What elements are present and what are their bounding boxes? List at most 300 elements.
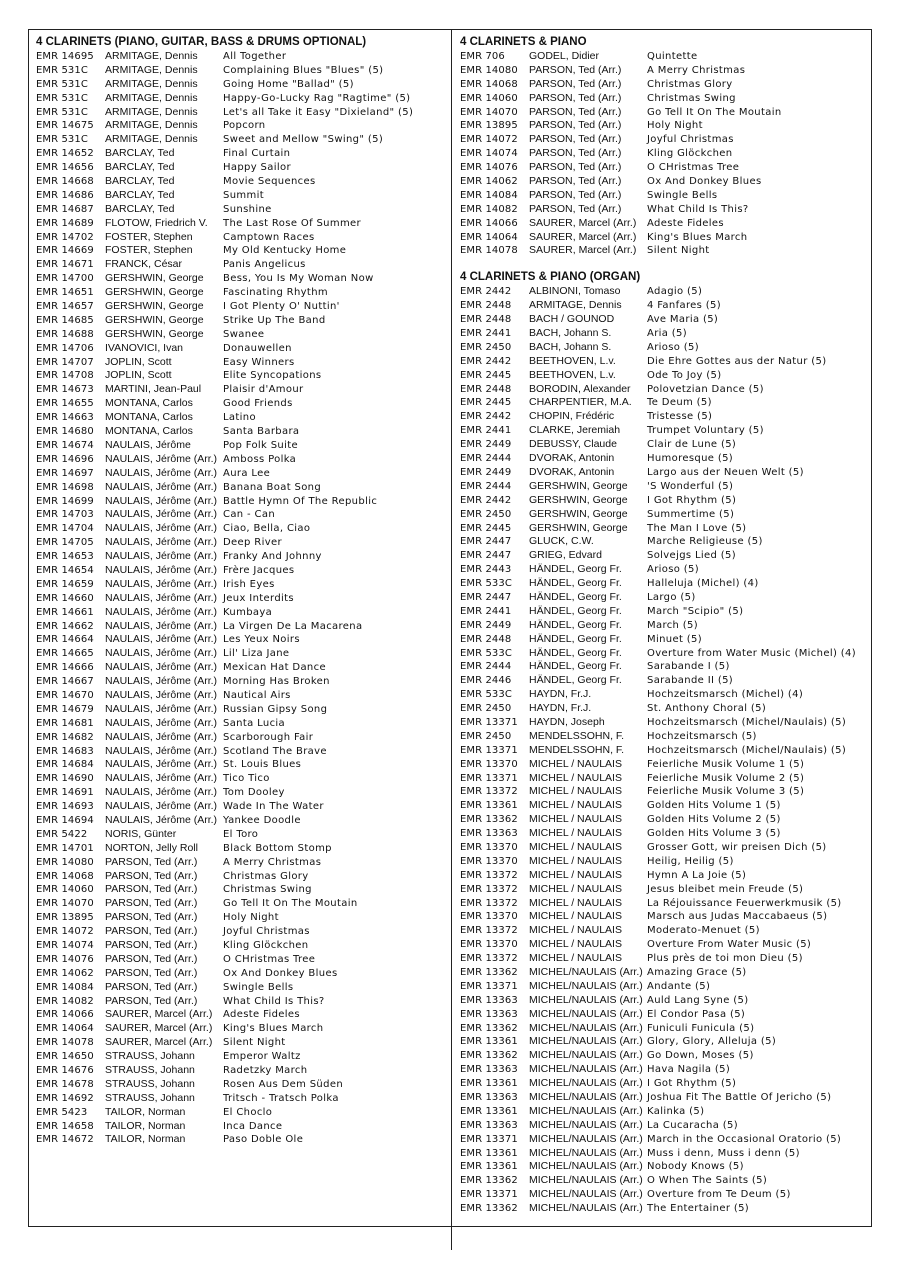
catalog-row [36, 981, 446, 995]
catalog-number: EMR 13371 [460, 772, 518, 784]
catalog-number: EMR 14684 [36, 759, 94, 771]
catalog-number: EMR 2447 [460, 550, 512, 562]
composer-name: MENDELSSOHN, F. [529, 729, 625, 742]
work-title: Go Tell It On The Moutain [647, 106, 782, 118]
catalog-row [460, 1188, 870, 1202]
catalog-row [36, 106, 446, 120]
composer-name: MICHEL/NAULAIS (Arr.) [529, 1132, 643, 1145]
catalog-row [460, 813, 870, 827]
catalog-row [460, 424, 870, 438]
composer-name: NAULAIS, Jérôme (Arr.) [105, 508, 218, 521]
catalog-number: EMR 13363 [460, 1092, 518, 1104]
catalog-row [460, 938, 870, 952]
composer-name: MICHEL/NAULAIS (Arr.) [529, 979, 643, 992]
catalog-number: EMR 2442 [460, 494, 512, 506]
work-title: The Entertainer (5) [647, 1203, 750, 1215]
catalog-row [460, 466, 870, 480]
work-title: Aura Lee [223, 467, 271, 479]
catalog-row [460, 217, 870, 231]
catalog-number: EMR 2444 [460, 661, 512, 673]
work-title: Kalinka (5) [647, 1105, 705, 1117]
composer-name: NAULAIS, Jérôme (Arr.) [105, 522, 218, 535]
catalog-number: EMR 2449 [460, 466, 512, 478]
work-title: O CHristmas Tree [223, 953, 316, 965]
catalog-row [460, 605, 870, 619]
catalog-row [460, 1035, 870, 1049]
work-title: Movie Sequences [223, 176, 316, 188]
catalog-number: EMR 13370 [460, 911, 518, 923]
composer-name: IVANOVICI, Ivan [105, 341, 183, 354]
catalog-number: EMR 13361 [460, 1105, 518, 1117]
composer-name: DVORAK, Antonin [529, 452, 615, 465]
work-title: What Child Is This? [647, 203, 749, 215]
work-title: What Child Is This? [223, 995, 325, 1007]
composer-name: NAULAIS, Jérôme (Arr.) [105, 716, 218, 729]
catalog-row [460, 966, 870, 980]
composer-name: BARCLAY, Ted [105, 147, 175, 160]
catalog-number: EMR 14080 [460, 64, 518, 76]
catalog-row [36, 397, 446, 411]
work-title: Muss i denn, Muss i denn (5) [647, 1147, 800, 1159]
catalog-row [460, 147, 870, 161]
catalog-row [36, 883, 446, 897]
catalog-number: EMR 2448 [460, 633, 512, 645]
composer-name: NAULAIS, Jérôme (Arr.) [105, 661, 218, 674]
work-title: Nautical Airs [223, 689, 291, 701]
catalog-number: EMR 14082 [460, 203, 518, 215]
catalog-row [36, 1008, 446, 1022]
catalog-number: EMR 14702 [36, 231, 94, 243]
catalog-row [36, 1022, 446, 1036]
catalog-number: EMR 13370 [460, 758, 518, 770]
work-title: Final Curtain [223, 148, 291, 160]
catalog-number: EMR 14661 [36, 606, 94, 618]
composer-name: CHARPENTIER, M.A. [529, 396, 632, 409]
work-title: Feierliche Musik Volume 1 (5) [647, 758, 805, 770]
catalog-row [460, 299, 870, 313]
composer-name: GERSHWIN, George [105, 327, 204, 340]
work-title: Sunshine [223, 203, 272, 215]
composer-name: MARTINI, Jean-Paul [105, 383, 202, 396]
catalog-number: EMR 14070 [36, 898, 94, 910]
composer-name: GODEL, Didier [529, 50, 600, 62]
catalog-number: EMR 14669 [36, 245, 94, 257]
composer-name: MICHEL/NAULAIS (Arr.) [529, 966, 643, 978]
work-title: Morning Has Broken [223, 676, 330, 688]
work-title: Lil' Liza Jane [223, 648, 290, 660]
work-title: Holy Night [647, 120, 703, 132]
catalog-number: EMR 14080 [36, 856, 94, 868]
work-title: St. Anthony Choral (5) [647, 703, 767, 715]
catalog-number: EMR 2444 [460, 453, 512, 465]
composer-name: MICHEL / NAULAIS [529, 771, 622, 784]
catalog-row [36, 620, 446, 634]
composer-name: PARSON, Ted (Arr.) [529, 202, 622, 215]
catalog-row [36, 592, 446, 606]
composer-name: PARSON, Ted (Arr.) [529, 119, 622, 132]
work-title: Polovetzian Dance (5) [647, 383, 764, 395]
work-title: La Cucaracha (5) [647, 1119, 738, 1131]
work-title: Ave Maria (5) [647, 314, 719, 326]
composer-name: BACH / GOUNOD [529, 313, 615, 326]
catalog-row [36, 606, 446, 620]
work-title: Arioso (5) [647, 341, 700, 353]
composer-name: ARMITAGE, Dennis [105, 63, 198, 76]
composer-name: MICHEL / NAULAIS [529, 813, 622, 826]
composer-name: PARSON, Ted (Arr.) [529, 161, 622, 174]
composer-name: NORIS, Günter [105, 827, 177, 840]
catalog-number: EMR 14695 [36, 51, 94, 62]
composer-name: NAULAIS, Jérôme (Arr.) [105, 675, 218, 688]
composer-name: TAILOR, Norman [105, 1105, 186, 1118]
catalog-number: EMR 14693 [36, 801, 94, 813]
catalog-number: EMR 13361 [460, 1078, 518, 1090]
composer-name: MICHEL/NAULAIS (Arr.) [529, 1160, 643, 1173]
catalog-row [36, 175, 446, 189]
work-title: Ciao, Bella, Ciao [223, 523, 311, 535]
catalog-number: EMR 13363 [460, 994, 518, 1006]
composer-name: ARMITAGE, Dennis [105, 50, 198, 62]
composer-name: MICHEL / NAULAIS [529, 827, 622, 840]
composer-name: BARCLAY, Ted [105, 161, 175, 174]
catalog-row [36, 870, 446, 884]
work-title: Rosen Aus Dem Süden [223, 1078, 344, 1090]
catalog-number: EMR 13363 [460, 1064, 518, 1076]
catalog-number: EMR 531C [36, 78, 88, 90]
composer-name: PARSON, Ted (Arr.) [105, 897, 198, 910]
catalog-row [460, 1174, 870, 1188]
work-title: Popcorn [223, 120, 266, 132]
composer-name: MICHEL/NAULAIS (Arr.) [529, 1188, 643, 1201]
catalog-row [36, 911, 446, 925]
catalog-row [36, 50, 446, 64]
work-title: Holy Night [223, 912, 279, 924]
work-title: March (5) [647, 619, 698, 631]
catalog-number: EMR 2447 [460, 591, 512, 603]
work-title: Te Deum (5) [647, 397, 712, 409]
catalog-row [460, 64, 870, 78]
composer-name: GERSHWIN, George [105, 272, 204, 285]
catalog-row [36, 633, 446, 647]
composer-name: BARCLAY, Ted [105, 188, 175, 201]
catalog-row [36, 231, 446, 245]
work-title: O CHristmas Tree [647, 162, 740, 174]
composer-name: PARSON, Ted (Arr.) [529, 133, 622, 146]
composer-name: JOPLIN, Scott [105, 355, 172, 368]
work-title: Hochzeitsmarsch (Michel/Naulais) (5) [647, 716, 847, 728]
catalog-number: EMR 14658 [36, 1120, 94, 1132]
catalog-number: EMR 13361 [460, 800, 518, 812]
catalog-row [460, 1160, 870, 1174]
composer-name: NAULAIS, Jérôme (Arr.) [105, 563, 218, 576]
catalog-row [36, 939, 446, 953]
catalog-row [36, 189, 446, 203]
work-title: I Got Plenty O' Nuttin' [223, 301, 340, 313]
catalog-row [36, 536, 446, 550]
section-title-4-clarinets-optional: 4 CLARINETS (PIANO, GUITAR, BASS & DRUMS OPTIONAL) [36, 36, 367, 48]
catalog-number: EMR 13372 [460, 883, 518, 895]
catalog-row [460, 1049, 870, 1063]
composer-name: GERSHWIN, George [105, 313, 204, 326]
composer-name: SAURER, Marcel (Arr.) [105, 1036, 213, 1049]
composer-name: MICHEL/NAULAIS (Arr.) [529, 1146, 643, 1159]
composer-name: NAULAIS, Jérôme (Arr.) [105, 605, 218, 618]
work-title: Plus près de toi mon Dieu (5) [647, 953, 803, 965]
composer-name: MONTANA, Carlos [105, 397, 193, 410]
catalog-row [460, 244, 870, 258]
catalog-number: EMR 2450 [460, 508, 512, 520]
catalog-number: EMR 14681 [36, 717, 94, 729]
composer-name: ARMITAGE, Dennis [529, 299, 622, 312]
work-title: Franky And Johnny [223, 551, 322, 563]
catalog-number: EMR 13371 [460, 980, 518, 992]
composer-name: TAILOR, Norman [105, 1119, 186, 1132]
composer-name: PARSON, Ted (Arr.) [529, 91, 622, 104]
work-title: Joshua Fit The Battle Of Jericho (5) [647, 1092, 832, 1104]
catalog-row [460, 1105, 870, 1119]
composer-name: PARSON, Ted (Arr.) [105, 911, 198, 924]
composer-name: ARMITAGE, Dennis [105, 105, 198, 118]
catalog-number: EMR 14078 [460, 245, 518, 257]
catalog-row [36, 453, 446, 467]
catalog-row [36, 1120, 446, 1134]
catalog-row [36, 300, 446, 314]
work-title: Good Friends [223, 398, 293, 410]
work-title: Jeux Interdits [223, 592, 294, 604]
composer-name: HÄNDEL, Georg Fr. [529, 563, 622, 576]
work-title: Happy-Go-Lucky Rag "Ragtime" (5) [223, 92, 411, 104]
catalog-number: EMR 706 [460, 51, 505, 62]
composer-name: ALBINONI, Tomaso [529, 285, 621, 298]
work-title: Scotland The Brave [223, 745, 327, 757]
work-title: 'S Wonderful (5) [647, 480, 734, 492]
composer-name: PARSON, Ted (Arr.) [105, 855, 198, 868]
catalog-row [460, 452, 870, 466]
composer-name: HAYDN, Fr.J. [529, 702, 592, 715]
catalog-number: EMR 5423 [36, 1106, 88, 1118]
composer-name: MICHEL/NAULAIS (Arr.) [529, 1077, 643, 1090]
catalog-row [460, 758, 870, 772]
composer-name: SAURER, Marcel (Arr.) [529, 244, 637, 257]
catalog-row [460, 133, 870, 147]
catalog-row [460, 647, 870, 661]
column-divider [451, 29, 452, 1250]
catalog-row [36, 1106, 446, 1120]
composer-name: MICHEL / NAULAIS [529, 757, 622, 770]
work-title: Amazing Grace (5) [647, 967, 747, 978]
composer-name: MICHEL/NAULAIS (Arr.) [529, 1021, 643, 1034]
work-title: Hochzeitsmarsch (Michel/Naulais) (5) [647, 744, 847, 756]
catalog-number: EMR 13372 [460, 897, 518, 909]
catalog-row [36, 772, 446, 786]
catalog-number: EMR 2443 [460, 564, 512, 576]
catalog-number: EMR 14672 [36, 1134, 94, 1146]
catalog-number: EMR 14657 [36, 301, 94, 313]
catalog-number: EMR 14708 [36, 370, 94, 382]
catalog-number: EMR 13372 [460, 869, 518, 881]
composer-name: NAULAIS, Jérôme (Arr.) [105, 480, 218, 493]
composer-name: ARMITAGE, Dennis [105, 77, 198, 90]
work-title: Hochzeitsmarsch (Michel) (4) [647, 689, 804, 701]
catalog-number: EMR 13370 [460, 841, 518, 853]
catalog-number: EMR 14686 [36, 189, 94, 201]
catalog-row [460, 1008, 870, 1022]
work-title: Going Home "Ballad" (5) [223, 78, 354, 90]
catalog-number: EMR 531C [36, 134, 88, 146]
catalog-row [460, 772, 870, 786]
composer-name: NAULAIS, Jérôme (Arr.) [105, 633, 218, 646]
catalog-row [36, 842, 446, 856]
catalog-row [36, 467, 446, 481]
catalog-number: EMR 13370 [460, 939, 518, 951]
catalog-number: EMR 13371 [460, 716, 518, 728]
composer-name: GERSHWIN, George [105, 286, 204, 299]
work-title: Camptown Races [223, 231, 315, 243]
catalog-number: EMR 14654 [36, 564, 94, 576]
catalog-row [36, 133, 446, 147]
catalog-number: EMR 2442 [460, 355, 512, 367]
work-title: A Merry Christmas [647, 64, 746, 76]
catalog-row [36, 814, 446, 828]
catalog-row [36, 119, 446, 133]
work-title: My Old Kentucky Home [223, 245, 347, 257]
composer-name: BACH, Johann S. [529, 327, 612, 340]
work-title: Hochzeitsmarsch (5) [647, 730, 757, 742]
work-title: Mexican Hat Dance [223, 662, 326, 674]
work-title: Quintette [647, 51, 698, 62]
catalog-row [36, 314, 446, 328]
catalog-row [460, 285, 870, 299]
catalog-row [460, 1077, 870, 1091]
work-title: Silent Night [223, 1037, 286, 1049]
catalog-number: EMR 14697 [36, 467, 94, 479]
composer-name: NAULAIS, Jérôme (Arr.) [105, 744, 218, 757]
catalog-number: EMR 14703 [36, 509, 94, 521]
catalog-number: EMR 14696 [36, 453, 94, 465]
catalog-number: EMR 14060 [36, 884, 94, 896]
composer-name: NAULAIS, Jérôme (Arr.) [105, 786, 218, 799]
catalog-number: EMR 14659 [36, 578, 94, 590]
catalog-row [36, 508, 446, 522]
catalog-row [460, 841, 870, 855]
catalog-row [460, 855, 870, 869]
catalog-row [36, 161, 446, 175]
catalog-row [460, 730, 870, 744]
catalog-number: EMR 14667 [36, 676, 94, 688]
composer-name: MICHEL / NAULAIS [529, 868, 622, 881]
composer-name: MICHEL / NAULAIS [529, 924, 622, 937]
catalog-row [460, 50, 870, 64]
section-title-4-clarinets-piano: 4 CLARINETS & PIANO [460, 36, 587, 48]
catalog-number: EMR 14700 [36, 273, 94, 285]
catalog-row [36, 897, 446, 911]
catalog-number: EMR 14652 [36, 148, 94, 160]
work-title: Grosser Gott, wir preisen Dich (5) [647, 841, 827, 853]
work-title: Sweet and Mellow "Swing" (5) [223, 134, 384, 146]
composer-name: FLOTOW, Friedrich V. [105, 216, 208, 229]
catalog-number: EMR 14670 [36, 689, 94, 701]
composer-name: BARCLAY, Ted [105, 202, 175, 215]
catalog-list [460, 50, 870, 258]
catalog-list [36, 50, 446, 1147]
composer-name: JOPLIN, Scott [105, 369, 172, 382]
catalog-number: EMR 14655 [36, 398, 94, 410]
catalog-number: EMR 14078 [36, 1037, 94, 1049]
composer-name: NAULAIS, Jérôme (Arr.) [105, 647, 218, 660]
composer-name: MICHEL/NAULAIS (Arr.) [529, 1118, 643, 1131]
work-title: Hymn A La Joie (5) [647, 869, 747, 881]
catalog-row [460, 591, 870, 605]
work-title: Hava Nagila (5) [647, 1064, 731, 1076]
composer-name: MICHEL / NAULAIS [529, 882, 622, 895]
catalog-number: EMR 14678 [36, 1078, 94, 1090]
work-title: All Together [223, 51, 287, 62]
work-title: Moderato-Menuet (5) [647, 925, 760, 937]
composer-name: SAURER, Marcel (Arr.) [529, 216, 637, 229]
work-title: Les Yeux Noirs [223, 634, 300, 646]
work-title: Solvejgs Lied (5) [647, 550, 736, 562]
composer-name: NAULAIS, Jérôme (Arr.) [105, 577, 218, 590]
catalog-row [36, 439, 446, 453]
work-title: Fascinating Rhythm [223, 287, 328, 299]
work-title: Complaining Blues "Blues" (5) [223, 64, 384, 76]
catalog-number: EMR 14656 [36, 162, 94, 174]
work-title: Easy Winners [223, 356, 295, 368]
work-title: Pop Folk Suite [223, 439, 299, 451]
composer-name: MICHEL/NAULAIS (Arr.) [529, 993, 643, 1006]
catalog-row [36, 92, 446, 106]
catalog-number: EMR 14676 [36, 1065, 94, 1077]
composer-name: PARSON, Ted (Arr.) [529, 63, 622, 76]
catalog-row [36, 550, 446, 564]
work-title: Irish Eyes [223, 578, 275, 590]
catalog-row [36, 689, 446, 703]
work-title: Minuet (5) [647, 633, 702, 645]
catalog-row [460, 883, 870, 897]
composer-name: GLUCK, C.W. [529, 535, 594, 548]
catalog-row [36, 1064, 446, 1078]
catalog-number: EMR 2448 [460, 383, 512, 395]
work-title: Marche Religieuse (5) [647, 536, 763, 548]
composer-name: MICHEL / NAULAIS [529, 854, 622, 867]
composer-name: PARSON, Ted (Arr.) [105, 966, 198, 979]
work-title: Swanee [223, 328, 265, 340]
work-title: Bess, You Is My Woman Now [223, 273, 374, 285]
catalog-number: EMR 2447 [460, 536, 512, 548]
catalog-number: EMR 2442 [460, 411, 512, 423]
catalog-row [36, 856, 446, 870]
composer-name: HAYDN, Fr.J. [529, 688, 592, 701]
composer-name: GERSHWIN, George [105, 300, 204, 313]
catalog-row [460, 438, 870, 452]
catalog-row [460, 106, 870, 120]
composer-name: NAULAIS, Jérôme (Arr.) [105, 494, 218, 507]
work-title: Aria (5) [647, 328, 688, 340]
catalog-number: EMR 14653 [36, 551, 94, 563]
catalog-row [36, 495, 446, 509]
work-title: Andante (5) [647, 980, 711, 992]
work-title: Nobody Knows (5) [647, 1161, 744, 1173]
work-title: Elite Syncopations [223, 370, 322, 382]
work-title: O When The Saints (5) [647, 1175, 768, 1187]
composer-name: FOSTER, Stephen [105, 230, 193, 243]
catalog-number: EMR 2450 [460, 703, 512, 715]
catalog-row [460, 355, 870, 369]
catalog-row [460, 1202, 870, 1216]
catalog-number: EMR 14698 [36, 481, 94, 493]
catalog-number: EMR 14062 [460, 176, 518, 188]
composer-name: CHOPIN, Frédéric [529, 410, 615, 423]
